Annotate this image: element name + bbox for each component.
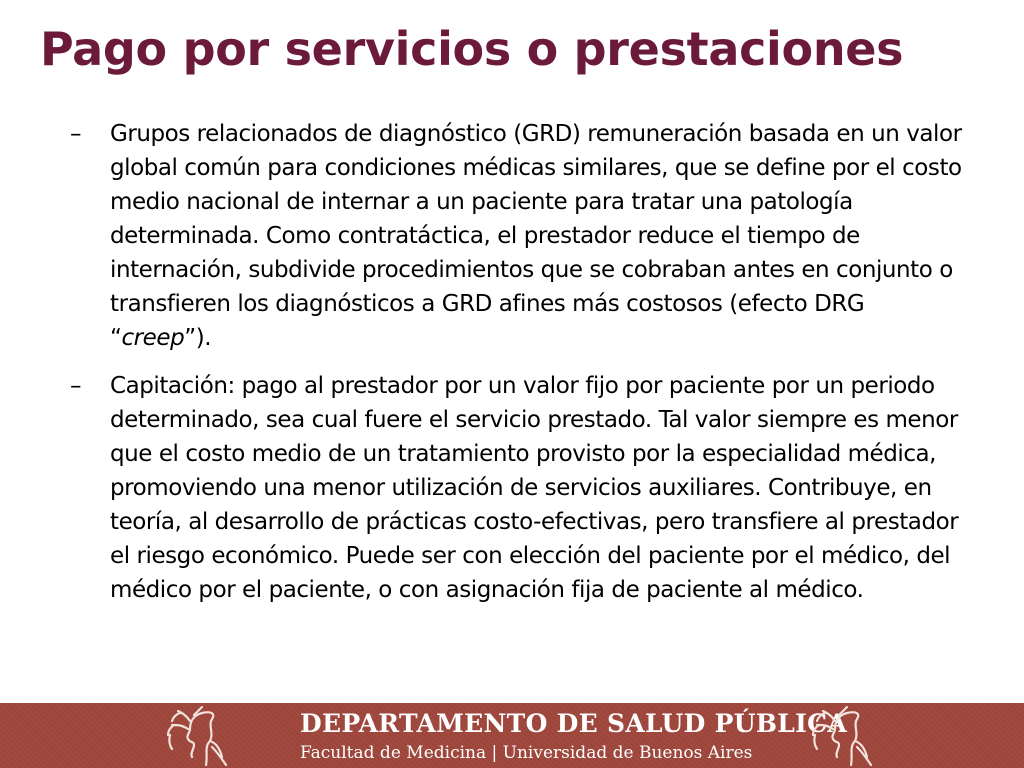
bullet-text-grd-main: Grupos relacionados de diagnóstico (GRD) remuneración basada en un valor global común para condiciones médicas similares, que se define por el costo medio nacional de internar a un paciente para tratar una patología determinada. Como contratáctica, el prestador reduce el tiempo de internación, subdivide procedimientos que se cobraban antes en conjunto o transfieren los diagnósticos a GRD afines más costosos (efecto DRG “ <box>110 121 962 351</box>
bullet-dash: – <box>70 373 82 399</box>
bullet-text-grd-end: ”). <box>184 325 212 351</box>
department-name: DEPARTAMENTO DE SALUD PÚBLICA <box>300 709 848 738</box>
bullet-item-grd <box>70 117 970 355</box>
bullet-text-grd-emphasis: creep <box>121 325 185 351</box>
faculty-university: Facultad de Medicina | Universidad de Buenos Aires <box>300 743 753 763</box>
bullet-item-capitacion <box>70 369 970 607</box>
bullet-text-grd <box>110 117 970 355</box>
laurel-head-emblem-icon <box>150 703 245 768</box>
bullet-list <box>70 117 970 621</box>
slide-title: Pago por servicios o prestaciones <box>40 22 904 76</box>
laurel-head-emblem-icon <box>795 703 890 768</box>
footer-banner <box>0 703 1024 768</box>
bullet-text-capitacion: Capitación: pago al prestador por un valor fijo por paciente por un periodo determinado, sea cual fuere el servicio prestado. Tal valor siempre es menor que el costo medio de un tratamiento provisto por la especialidad médica, promoviendo una menor utilización de servicios auxiliares. Contribuye, en teoría, al desarrollo de prácticas costo-efectivas, pero transfiere al prestador el riesgo económico. Puede ser con elección del paciente por el médico, del médico por el paciente, o con asignación fija de paciente al médico. <box>110 373 959 603</box>
bullet-dash: – <box>70 121 82 147</box>
